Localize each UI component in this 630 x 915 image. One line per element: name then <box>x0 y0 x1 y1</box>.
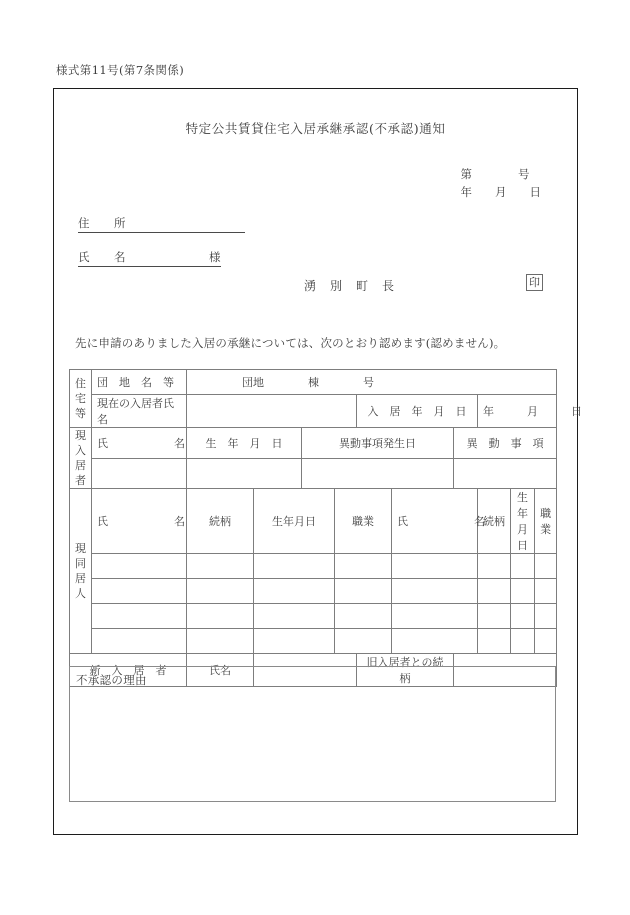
cohabitant-birthdate-2[interactable] <box>511 629 535 654</box>
cohabitant-relation-1[interactable] <box>187 629 254 654</box>
move-in-date-value[interactable]: 年 月 日 <box>478 395 557 428</box>
resident-name-header: 氏 名 <box>92 428 187 459</box>
document-number-line: 第 号 <box>460 167 530 181</box>
document-meta <box>461 165 542 201</box>
vlabel-char: 等 <box>75 407 86 420</box>
cohabitant-occupation-header-1: 職業 <box>335 489 392 554</box>
cohabitant-occupation-1[interactable] <box>335 604 392 629</box>
cohabitant-birthdate-1[interactable] <box>254 579 335 604</box>
cohabitant-birthdate-header-2: 生年月日 <box>511 489 535 554</box>
page-frame <box>53 88 582 835</box>
table-row <box>70 428 557 459</box>
vlabel-char: 者 <box>75 474 86 487</box>
cohabitant-relation-2[interactable] <box>478 629 511 654</box>
move-in-date-label: 入 居 年 月 日 <box>357 395 478 428</box>
change-event-date-value[interactable] <box>302 458 454 489</box>
body-text: 先に申請のありました入居の承継については、次のとおり認めます(認めません)。 <box>75 336 506 350</box>
issuer-line <box>304 277 544 294</box>
vlabel-char: 居 <box>75 459 86 472</box>
cohabitant-relation-1[interactable] <box>187 554 254 579</box>
cohabitant-name-header-2: 氏 名 <box>392 489 478 554</box>
new-resident-name-label: 氏名 <box>187 654 254 687</box>
resident-name-value[interactable] <box>92 458 187 489</box>
estate-name-value[interactable]: 団地 棟 号 <box>187 370 557 395</box>
table-row <box>70 579 557 604</box>
table-row <box>70 629 557 654</box>
cohabitant-relation-2[interactable] <box>478 604 511 629</box>
name-line <box>78 249 245 267</box>
section-label-current-resident <box>70 428 92 489</box>
table-row <box>70 395 557 428</box>
cohabitant-birthdate-2[interactable] <box>511 579 535 604</box>
rejection-reason-label: 不承認の理由 <box>76 673 147 687</box>
form-number: 様式第11号(第7条関係) <box>56 63 185 77</box>
vlabel-char: 住 <box>75 377 86 390</box>
table-row <box>70 489 557 554</box>
current-resident-name-value[interactable] <box>187 395 357 428</box>
cohabitant-name-header-1: 氏 名 <box>92 489 187 554</box>
vlabel-char: 現 <box>75 542 86 555</box>
cohabitant-name-2[interactable] <box>392 554 478 579</box>
cohabitant-name-2[interactable] <box>392 604 478 629</box>
cohabitant-birthdate-1[interactable] <box>254 629 335 654</box>
table-row <box>70 604 557 629</box>
vlabel-char: 人 <box>75 587 86 600</box>
vlabel-char: 入 <box>75 444 86 457</box>
cohabitant-occupation-1[interactable] <box>335 629 392 654</box>
table-row <box>70 554 557 579</box>
cohabitant-birthdate-1[interactable] <box>254 554 335 579</box>
vlabel-char: 居 <box>75 572 86 585</box>
cohabitant-relation-2[interactable] <box>478 554 511 579</box>
document-date-line: 年 月 日 <box>460 185 541 199</box>
new-resident-label: 新 入 居 者 <box>70 654 187 687</box>
change-event-header: 異 動 事 項 <box>454 428 557 459</box>
change-event-value[interactable] <box>454 458 557 489</box>
name-suffix: 様 <box>209 249 221 267</box>
estate-name-label: 団 地 名 等 <box>92 370 187 395</box>
seal-stamp-box: 印 <box>526 274 543 291</box>
cohabitant-birthdate-header-1: 生年月日 <box>254 489 335 554</box>
cohabitant-occupation-2[interactable] <box>535 629 557 654</box>
rejection-reason-box[interactable] <box>69 666 556 802</box>
section-label-housing <box>70 370 92 428</box>
table-row <box>70 370 557 395</box>
previous-resident-relation-label: 旧入居者との続柄 <box>357 654 454 687</box>
table-row <box>70 458 557 489</box>
name-label: 氏 名 <box>78 249 126 267</box>
address-input-rule[interactable] <box>126 219 245 233</box>
vlabel-char: 現 <box>75 429 86 442</box>
cohabitant-birthdate-1[interactable] <box>254 604 335 629</box>
change-event-date-header: 異動事項発生日 <box>302 428 454 459</box>
addressee-block <box>78 215 245 283</box>
cohabitant-name-2[interactable] <box>392 629 478 654</box>
cohabitant-name-1[interactable] <box>92 579 187 604</box>
cohabitant-occupation-1[interactable] <box>335 554 392 579</box>
cohabitant-name-1[interactable] <box>92 604 187 629</box>
address-line <box>78 215 245 233</box>
cohabitant-relation-header-2: 続柄 <box>478 489 511 554</box>
cohabitant-relation-1[interactable] <box>187 604 254 629</box>
address-label: 住 所 <box>78 215 126 233</box>
cohabitant-occupation-header-2: 職業 <box>535 489 557 554</box>
page-title: 特定公共賃貸住宅入居承継承認(不承認)通知 <box>185 121 446 136</box>
cohabitant-birthdate-2[interactable] <box>511 604 535 629</box>
resident-birthdate-value[interactable] <box>187 458 302 489</box>
cohabitant-relation-1[interactable] <box>187 579 254 604</box>
name-input-rule[interactable] <box>126 253 209 267</box>
cohabitant-relation-header-1: 続柄 <box>187 489 254 554</box>
cohabitant-relation-2[interactable] <box>478 579 511 604</box>
cohabitant-birthdate-2[interactable] <box>511 554 535 579</box>
cohabitant-occupation-2[interactable] <box>535 579 557 604</box>
cohabitant-name-1[interactable] <box>92 629 187 654</box>
cohabitant-name-1[interactable] <box>92 554 187 579</box>
cohabitant-occupation-2[interactable] <box>535 554 557 579</box>
current-resident-name-label: 現在の入居者氏名 <box>92 395 187 428</box>
issuer-name: 湧 別 町 長 <box>304 279 396 293</box>
cohabitant-occupation-1[interactable] <box>335 579 392 604</box>
section-label-cohabitants <box>70 489 92 654</box>
cohabitant-occupation-2[interactable] <box>535 604 557 629</box>
vlabel-char: 宅 <box>75 392 86 405</box>
cohabitant-name-2[interactable] <box>392 579 478 604</box>
application-details-table <box>69 369 582 687</box>
vlabel-char: 同 <box>75 557 86 570</box>
resident-birthdate-header: 生 年 月 日 <box>187 428 302 459</box>
